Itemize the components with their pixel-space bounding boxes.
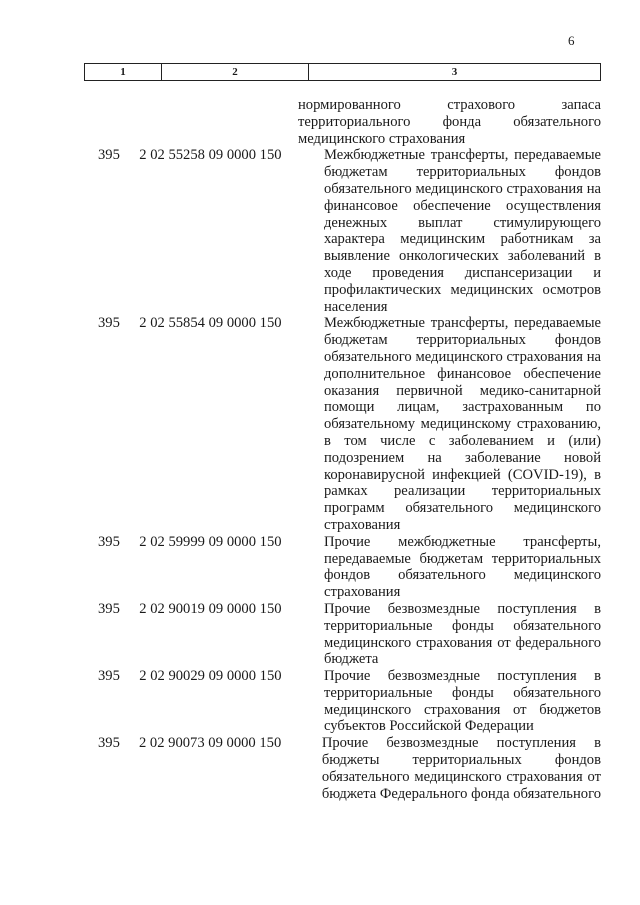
description-line: бюджеты территориальных фондов (321, 752, 601, 769)
description-line: обязательного медицинского страхования на (323, 348, 602, 365)
empty-cells (84, 97, 298, 147)
table-header (84, 63, 601, 81)
description-line: характера медицинским работникам за (323, 231, 602, 248)
description-cell (324, 601, 601, 668)
description-line: бюджета (323, 651, 379, 668)
description-line: помощи лицам, застрахованным по (323, 399, 602, 416)
description-line: ходе проведения диспансеризации и (323, 264, 602, 281)
description-line: территориального фонда обязательного (298, 113, 601, 130)
admin-code-cell: 395 (98, 735, 120, 752)
budget-code-cell: 2 02 55854 09 0000 150 (139, 315, 282, 332)
description-line: в том числе с заболеванием и (или) (323, 432, 602, 449)
description-line: рамках реализации территориальных (323, 483, 602, 500)
table-row (84, 315, 601, 533)
header-col-1: 1 (85, 64, 162, 80)
description-line: субъектов Российской Федерации (323, 718, 534, 735)
description-line: территориальные фонды обязательного (323, 684, 602, 701)
description-line: Межбюджетные трансферты, передаваемые (323, 147, 602, 164)
description-cell (324, 668, 601, 735)
budget-code-cell: 2 02 90019 09 0000 150 (139, 600, 282, 617)
description-line: обязательного медицинского страхования на (323, 180, 602, 197)
description-line: дополнительное финансовое обеспечение (323, 365, 602, 382)
description-line: обязательного медицинского страхования от (321, 768, 601, 785)
description-cell (324, 534, 601, 601)
description-line: денежных выплат стимулирующего (323, 214, 602, 231)
budget-code-cell: 2 02 90073 09 0000 150 (138, 735, 282, 752)
table-row (84, 147, 601, 315)
description-line: Прочие межбюджетные трансферты, (323, 533, 602, 550)
admin-code-cell: 395 (98, 600, 120, 617)
description-line: обязательному медицинскому страхованию, (323, 416, 602, 433)
description-cell (324, 147, 601, 315)
description-line: медицинского страхования от бюджетов (323, 701, 602, 718)
budget-code-cell: 2 02 90029 09 0000 150 (139, 668, 282, 685)
table-row (84, 601, 601, 668)
table-row (84, 534, 601, 601)
description-line: оказания первичной медико-санитарной (323, 382, 602, 399)
description-line: передаваемые бюджетам территориальных (323, 550, 602, 567)
description-line: выявление онкологических заболеваний в (323, 248, 602, 265)
description-line: фондов обязательного медицинского (323, 567, 602, 584)
budget-code-cell: 2 02 59999 09 0000 150 (139, 533, 282, 550)
admin-code-cell: 395 (98, 315, 120, 332)
description-line: нормированного страхового запаса (298, 97, 601, 113)
description-cell (322, 735, 601, 802)
budget-code-cell: 2 02 55258 09 0000 150 (139, 147, 282, 164)
description-line: профилактических медицинских осмотров (323, 281, 602, 298)
description-line: бюджетам территориальных фондов (323, 332, 602, 349)
description-line: программ обязательного медицинского (323, 500, 602, 517)
description-line: финансовое обеспечение осуществления (323, 197, 602, 214)
description-line: территориальные фонды обязательного (323, 617, 602, 634)
admin-code-cell: 395 (98, 533, 120, 550)
description-line: Прочие безвозмездные поступления в (323, 668, 602, 685)
page-number: 6 (568, 33, 575, 48)
table-row (84, 668, 601, 735)
description-line: бюджета Федерального фонда обязательного (321, 785, 601, 802)
description-line: бюджетам территориальных фондов (323, 164, 602, 181)
table-row (84, 735, 601, 802)
description-cell (298, 97, 601, 147)
description-line: Прочие безвозмездные поступления в (323, 600, 602, 617)
description-line: медицинского страхования от федерального (323, 634, 602, 651)
description-line: Межбюджетные трансферты, передаваемые (323, 315, 602, 332)
header-col-3: 3 (451, 66, 458, 78)
description-line: подозрением на заболевание новой (323, 449, 602, 466)
table-body (84, 97, 601, 802)
header-col-2: 2 (162, 64, 309, 80)
description-line: медицинского страхования (298, 130, 466, 147)
admin-code-cell: 395 (98, 147, 120, 164)
description-line: населения (323, 298, 388, 315)
continuation-row (84, 97, 601, 147)
admin-code-cell: 395 (98, 668, 120, 685)
description-line: Прочие безвозмездные поступления в (321, 735, 601, 752)
description-line: страхования (323, 584, 401, 601)
description-cell (324, 315, 601, 533)
description-line: страхования (323, 516, 401, 533)
description-line: коронавирусной инфекцией (COVID-19), в (323, 466, 602, 483)
